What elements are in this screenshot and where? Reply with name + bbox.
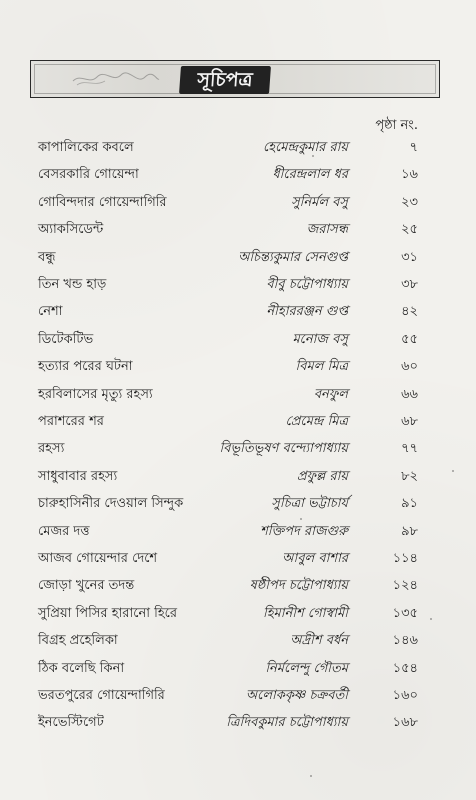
- author-name: অদ্রীশ বর্ধন: [290, 633, 348, 649]
- page-number: ১২৪: [392, 578, 418, 594]
- toc-entry: [0, 138, 476, 160]
- story-title: গোবিন্দদার গোয়েন্দাগিরি: [38, 194, 167, 210]
- story-title: ইনভেস্টিগেট: [38, 715, 104, 731]
- toc-entry: [0, 631, 476, 653]
- toc-entry: [0, 220, 476, 242]
- story-title: কাপালিকের কবলে: [38, 140, 134, 155]
- page-title: সূচিপত্র: [179, 66, 271, 94]
- author-name: নীহাররঞ্জন গুপ্ত: [266, 304, 348, 320]
- page-number: ৫৫: [401, 331, 418, 347]
- toc-entry: [0, 357, 476, 379]
- page-number: ৭: [409, 140, 418, 155]
- author-name: জরাসন্ধ: [306, 222, 348, 238]
- story-title: সুপ্রিয়া পিসির হারানো হিরে: [38, 605, 178, 621]
- page-number: ৭৭: [401, 441, 418, 457]
- toc-entry: [0, 549, 476, 571]
- toc-entry: [0, 165, 476, 187]
- author-name: বিভূতিভূষণ বন্দ্যোপাধ্যায়: [219, 441, 348, 457]
- story-title: চারুহাসিনীর দেওয়াল সিন্দুক: [38, 496, 184, 512]
- story-title: ডিটেকটিভ: [38, 331, 94, 347]
- page-number: ৩৮: [401, 277, 418, 292]
- author-name: প্রফুল্ল রায়: [296, 468, 348, 484]
- story-title: হত্যার পরের ঘটনা: [38, 359, 133, 375]
- story-title: তিন খন্ড হাড়: [38, 277, 107, 292]
- author-name: বনফুল: [313, 386, 348, 402]
- toc-entry: [0, 659, 476, 681]
- author-name: শক্তিপদ রাজগুরু: [260, 523, 348, 539]
- page-number: ১৪৬: [392, 633, 418, 649]
- page-number: ১৬৮: [392, 715, 418, 731]
- toc-entry: [0, 467, 476, 489]
- page-number-column-label: পৃষ্ঠা নং.: [375, 118, 418, 133]
- page-number: ২৫: [401, 222, 418, 238]
- story-title: বেসরকারি গোয়েন্দা: [38, 167, 139, 183]
- page-number: ৬৮: [401, 414, 418, 429]
- paper-speck: [310, 775, 312, 777]
- toc-entry: [0, 522, 476, 544]
- story-title: রহস্য: [38, 441, 65, 457]
- author-name: অলোককৃষ্ণ চক্রবর্তী: [245, 688, 348, 703]
- toc-entry: [0, 330, 476, 352]
- paper-speck: [430, 618, 432, 620]
- author-name: হিমানীশ গোস্বামী: [262, 605, 348, 621]
- story-title: অ্যাকসিডেন্ট: [38, 222, 104, 238]
- toc-entry: [0, 439, 476, 461]
- story-title: বন্ধু: [38, 249, 56, 265]
- story-title: ভরতপুরের গোয়েন্দাগিরি: [38, 688, 165, 703]
- paper-speck: [312, 155, 314, 157]
- story-title: হরবিলাসের মৃত্যু রহস্য: [38, 386, 153, 402]
- author-name: সুনির্মল বসু: [291, 194, 348, 210]
- author-name: আবুল বাশার: [282, 551, 348, 566]
- toc-entry: [0, 385, 476, 407]
- toc-entry: [0, 686, 476, 708]
- author-name: ধীরেন্দ্রলাল ধর: [272, 167, 348, 183]
- story-title: পরাশরের শর: [38, 414, 104, 429]
- story-title: মেজর দত্ত: [38, 523, 90, 539]
- toc-entry: [0, 193, 476, 215]
- story-title: নেশা: [38, 304, 63, 320]
- page-number: ৩১: [401, 249, 418, 265]
- toc-entry: [0, 604, 476, 626]
- page-number: ৬৬: [401, 386, 418, 402]
- toc-entry: [0, 576, 476, 598]
- story-title: জোড়া খুনের তদন্ত: [38, 578, 135, 594]
- page-number: ১১৪: [392, 551, 418, 566]
- toc-entry: [0, 494, 476, 516]
- page-number: ১৬: [401, 167, 418, 183]
- page-number: ৪২: [401, 304, 418, 320]
- author-name: বীবু চট্টোপাধ্যায়: [266, 277, 348, 292]
- toc-entry: [0, 302, 476, 324]
- story-title: ঠিক বলেছি কিনা: [38, 660, 125, 676]
- author-name: ত্রিদিবকুমার চট্টোপাধ্যায়: [226, 715, 348, 731]
- story-title: সাধুবাবার রহস্য: [38, 468, 118, 484]
- author-name: সুচিত্রা ভট্টাচার্য: [271, 496, 348, 512]
- page-number: ১৫৪: [392, 660, 418, 676]
- toc-entry: [0, 275, 476, 297]
- page-number: ১৬০: [392, 688, 418, 703]
- author-name: প্রেমেন্দ্র মিত্র: [285, 414, 348, 429]
- page-number: ৮২: [401, 468, 418, 484]
- page-number: ২৩: [401, 194, 418, 210]
- author-name: ষষ্ঠীপদ চট্টোপাধ্যায়: [249, 578, 348, 594]
- story-title: আজব গোয়েন্দার দেশে: [38, 551, 158, 566]
- author-name: নির্মলেন্দু গৌতম: [265, 660, 348, 676]
- author-name: বিমল মিত্র: [295, 359, 348, 375]
- toc-entry: [0, 248, 476, 270]
- toc-entry: [0, 713, 476, 735]
- page-number: ১৩৫: [392, 605, 418, 621]
- page-number: ৯১: [401, 496, 418, 512]
- paper-speck: [452, 470, 454, 472]
- author-name: মনোজ বসু: [292, 331, 348, 347]
- author-name: অচিন্ত্যকুমার সেনগুপ্ত: [238, 249, 348, 265]
- toc-entry: [0, 412, 476, 434]
- page-number: ৬০: [401, 359, 418, 375]
- story-title: বিগ্রহ প্রহেলিকা: [38, 633, 118, 649]
- author-name: হেমেন্দ্রকুমার রায়: [262, 140, 348, 155]
- paper-speck: [300, 518, 302, 520]
- page-number: ৯৮: [401, 523, 418, 539]
